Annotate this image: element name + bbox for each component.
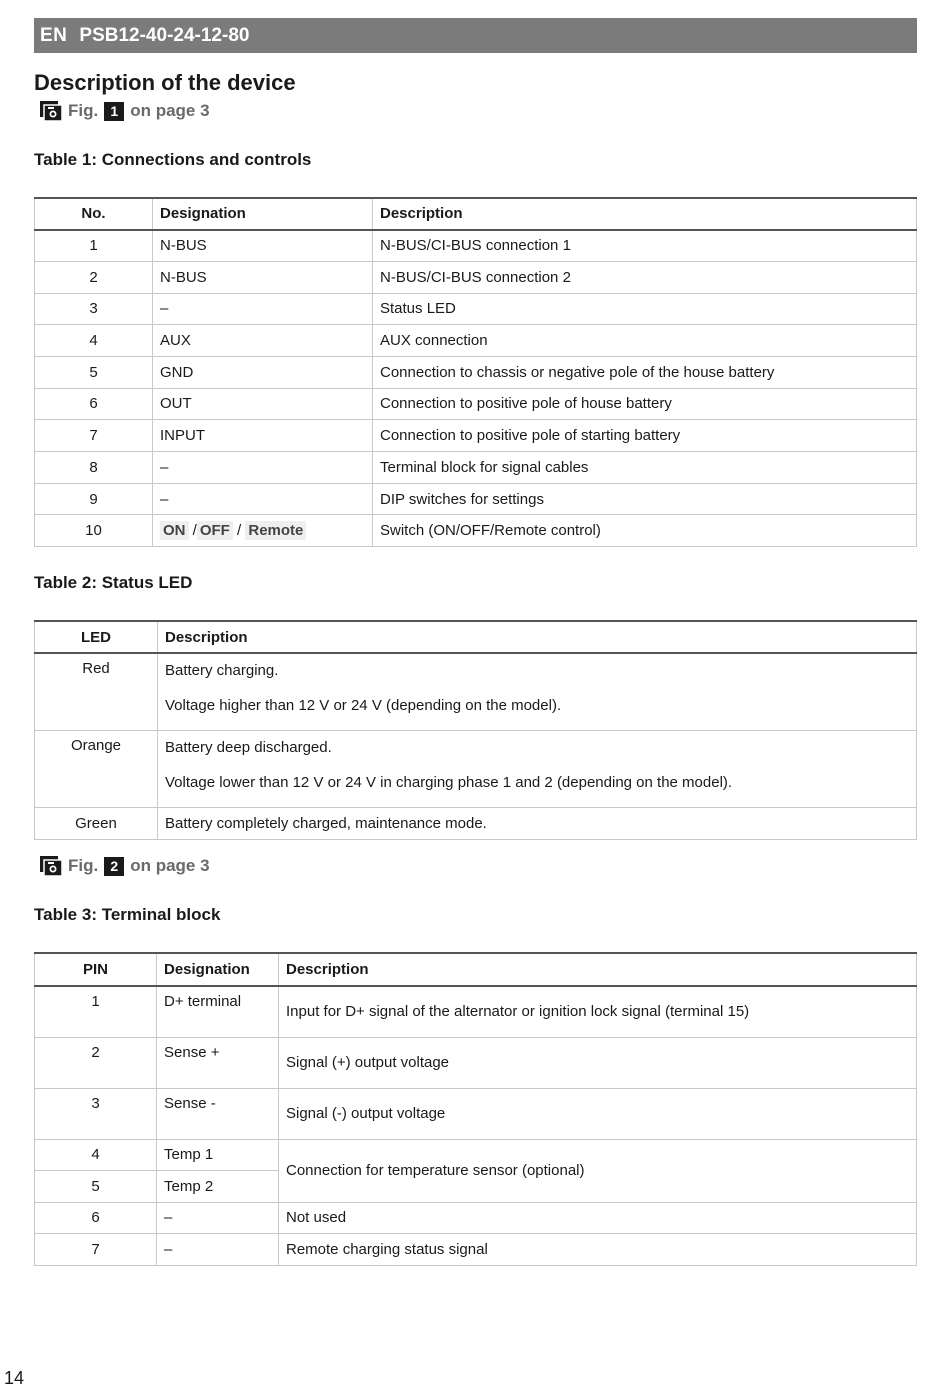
row-designation: – bbox=[153, 452, 373, 484]
table-row bbox=[35, 986, 917, 1037]
pin-number: 4 bbox=[35, 1139, 157, 1171]
row-number: 9 bbox=[35, 483, 153, 515]
row-number: 4 bbox=[35, 325, 153, 357]
row-number: 5 bbox=[35, 356, 153, 388]
section-title: Description of the device bbox=[34, 70, 296, 95]
separator: / bbox=[192, 522, 197, 540]
row-description: Connection to chassis or negative pole of the house battery bbox=[373, 356, 917, 388]
row-description: Terminal block for signal cables bbox=[373, 452, 917, 484]
column-header: No. bbox=[35, 198, 153, 230]
pin-designation: Temp 1 bbox=[157, 1139, 279, 1171]
camera-icon bbox=[40, 856, 62, 876]
row-description: AUX connection bbox=[373, 325, 917, 357]
description-line: Voltage higher than 12 V or 24 V (depending on the model). bbox=[165, 697, 562, 714]
pin-designation: Temp 2 bbox=[157, 1171, 279, 1203]
row-number: 3 bbox=[35, 293, 153, 325]
description-line: Voltage lower than 12 V or 24 V in charging phase 1 and 2 (depending on the model). bbox=[165, 773, 733, 791]
row-designation: INPUT bbox=[153, 420, 373, 452]
off-key-label: OFF bbox=[197, 521, 233, 540]
led-description: Battery completely charged, maintenance mode. bbox=[158, 807, 917, 839]
table1-title: Table 1: Connections and controls bbox=[34, 150, 312, 169]
column-header: PIN bbox=[35, 953, 157, 986]
column-header: Designation bbox=[153, 198, 373, 230]
table-row bbox=[35, 1234, 917, 1266]
table-header-row bbox=[35, 621, 917, 653]
pin-number: 7 bbox=[35, 1234, 157, 1266]
table-row bbox=[35, 1202, 917, 1234]
row-description: DIP switches for settings bbox=[373, 483, 917, 515]
figure-number: 2 bbox=[104, 857, 124, 876]
row-designation: – bbox=[153, 483, 373, 515]
description-line: Battery charging. bbox=[165, 662, 279, 679]
page-number: 14 bbox=[4, 1368, 25, 1388]
row-designation: N-BUS bbox=[153, 230, 373, 262]
pin-designation: Sense - bbox=[157, 1088, 279, 1139]
figure-page: on page 3 bbox=[130, 101, 210, 120]
pin-description: Remote charging status signal bbox=[279, 1234, 917, 1266]
table-row bbox=[35, 293, 917, 325]
pin-number: 1 bbox=[35, 986, 157, 1037]
row-description: N-BUS/CI-BUS connection 1 bbox=[373, 230, 917, 262]
language-code: EN bbox=[40, 24, 68, 46]
camera-icon bbox=[40, 101, 62, 121]
pin-number: 3 bbox=[35, 1088, 157, 1139]
pin-designation: Sense + bbox=[157, 1037, 279, 1088]
pin-number: 6 bbox=[35, 1202, 157, 1234]
table-row bbox=[35, 452, 917, 484]
row-description: Connection to positive pole of starting battery bbox=[373, 420, 917, 452]
table-row bbox=[35, 1037, 917, 1088]
pin-number: 5 bbox=[35, 1171, 157, 1203]
pin-designation: – bbox=[157, 1202, 279, 1234]
connections-table bbox=[34, 197, 917, 547]
row-number: 10 bbox=[35, 515, 153, 547]
table2-title: Table 2: Status LED bbox=[34, 573, 193, 592]
remote-key-label: Remote bbox=[245, 521, 306, 540]
status-led-table bbox=[34, 620, 917, 840]
table-row bbox=[35, 420, 917, 452]
column-header: Designation bbox=[157, 953, 279, 986]
table-row bbox=[35, 807, 917, 839]
pin-designation: – bbox=[157, 1234, 279, 1266]
figure-reference-2[interactable] bbox=[40, 856, 210, 876]
row-designation: GND bbox=[153, 356, 373, 388]
table-row bbox=[35, 1139, 917, 1171]
pin-designation: D+ terminal bbox=[157, 986, 279, 1037]
row-description: Connection to positive pole of house battery bbox=[373, 388, 917, 420]
row-description: Status LED bbox=[373, 293, 917, 325]
figure-reference-1[interactable] bbox=[40, 101, 210, 121]
pin-number: 2 bbox=[35, 1037, 157, 1088]
led-color: Red bbox=[35, 653, 158, 730]
led-description bbox=[158, 653, 917, 730]
pin-description: Signal (+) output voltage bbox=[279, 1037, 917, 1088]
table-row bbox=[35, 261, 917, 293]
pin-description: Signal (-) output voltage bbox=[279, 1088, 917, 1139]
description-line: Battery deep discharged. bbox=[165, 738, 332, 756]
table-row bbox=[35, 230, 917, 262]
table-row bbox=[35, 515, 917, 547]
pin-description: Connection for temperature sensor (optional) bbox=[279, 1139, 917, 1202]
model-name: PSB12-40-24-12-80 bbox=[79, 24, 250, 46]
table-row bbox=[35, 325, 917, 357]
row-designation: N-BUS bbox=[153, 261, 373, 293]
table-row bbox=[35, 388, 917, 420]
row-designation: OUT bbox=[153, 388, 373, 420]
pin-description: Not used bbox=[279, 1202, 917, 1234]
table-header-row bbox=[35, 198, 917, 230]
row-designation: – bbox=[153, 293, 373, 325]
row-number: 6 bbox=[35, 388, 153, 420]
column-header: Description bbox=[279, 953, 917, 986]
led-description bbox=[158, 730, 917, 807]
row-designation bbox=[153, 515, 373, 547]
led-color: Orange bbox=[35, 730, 158, 807]
row-number: 7 bbox=[35, 420, 153, 452]
table-row bbox=[35, 730, 917, 807]
figure-prefix: Fig. bbox=[68, 101, 99, 120]
row-description: N-BUS/CI-BUS connection 2 bbox=[373, 261, 917, 293]
column-header: LED bbox=[35, 621, 158, 653]
terminal-block-table bbox=[34, 952, 917, 1266]
figure-prefix: Fig. bbox=[68, 856, 99, 875]
table-row bbox=[35, 1088, 917, 1139]
table-header-row bbox=[35, 953, 917, 986]
separator: / bbox=[237, 522, 242, 540]
column-header: Description bbox=[158, 621, 917, 653]
row-designation: AUX bbox=[153, 325, 373, 357]
row-number: 1 bbox=[35, 230, 153, 262]
column-header: Description bbox=[373, 198, 917, 230]
row-number: 2 bbox=[35, 261, 153, 293]
header-bar bbox=[34, 18, 917, 53]
figure-number: 1 bbox=[104, 102, 124, 121]
figure-page: on page 3 bbox=[130, 856, 210, 875]
table3-title: Table 3: Terminal block bbox=[34, 905, 221, 924]
on-key-label: ON bbox=[160, 521, 189, 540]
pin-description: Input for D+ signal of the alternator or ignition lock signal (terminal 15) bbox=[279, 986, 917, 1037]
row-number: 8 bbox=[35, 452, 153, 484]
row-description: Switch (ON/OFF/Remote control) bbox=[373, 515, 917, 547]
table-row bbox=[35, 653, 917, 730]
table-row bbox=[35, 356, 917, 388]
table-row bbox=[35, 483, 917, 515]
led-color: Green bbox=[35, 807, 158, 839]
